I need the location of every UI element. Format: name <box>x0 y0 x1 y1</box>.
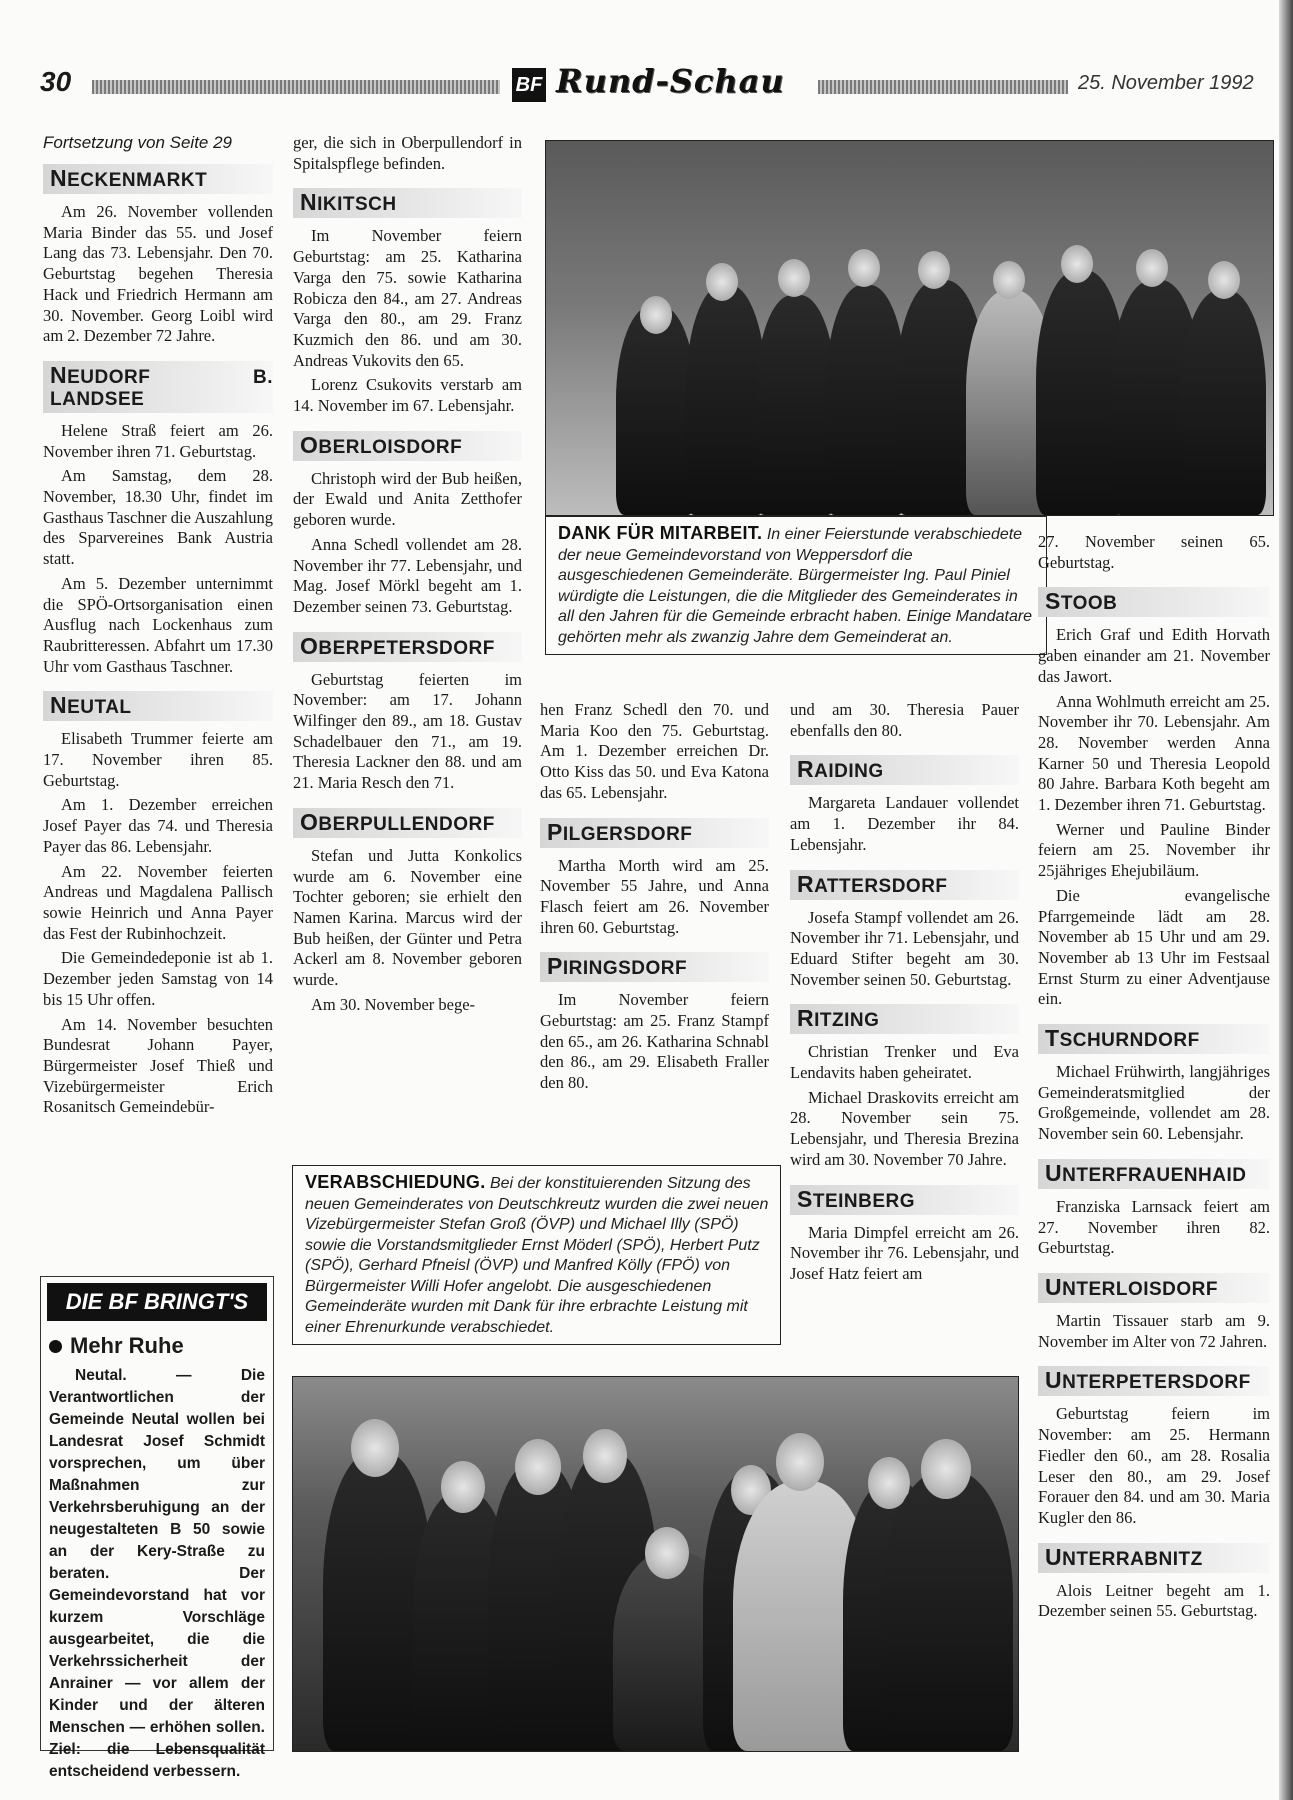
issue-date: 25. November 1992 <box>1078 72 1254 94</box>
heading-unterloisdorf: UNTERLOISDORF <box>1038 1273 1270 1303</box>
paragraph: Alois Leitner begeht am 1. Dezember seinen 55. Geburtstag. <box>1038 1580 1270 1621</box>
photo-deutschkreutz-group <box>292 1376 1019 1752</box>
caption-label: VERABSCHIEDUNG. <box>305 1172 486 1192</box>
paragraph: Im November feiern Geburtstag: am 25. Franz Stampf den 65., am 26. Katharina Schnabl den 86., am 29. Elisabeth Fraller den 80. <box>540 990 769 1093</box>
paragraph: hen Franz Schedl den 70. und Maria Koo den 75. Geburtstag. Am 1. Dezember erreichen Dr. Otto Kiss das 50. und Eva Katona das 65. Lebensjahr. <box>540 700 769 802</box>
column-3 <box>540 700 769 1098</box>
bf-box-subtitle-text: Mehr Ruhe <box>70 1333 184 1358</box>
section-title: Rund-Schau <box>556 62 785 100</box>
paragraph: Am 30. November bege- <box>311 994 476 1014</box>
bf-box-title: DIE BF BRINGT'S <box>47 1283 267 1321</box>
paragraph: Michael Frühwirth, langjähriges Gemeinderatsmitglied der Großgemeinde, vollendet am 28. November sein 60. Lebensjahr. <box>1038 1062 1270 1144</box>
bf-logo-badge: BF <box>512 68 546 102</box>
paragraph: ger, die sich in Oberpullendorf in Spitalspflege befinden. <box>293 133 522 173</box>
paragraph: Erich Graf und Edith Horvath gaben einander am 21. November das Jawort. <box>1038 625 1270 686</box>
continuation-note: Fortsetzung von Seite 29 <box>43 133 233 152</box>
paragraph: Lorenz Csukovits verstarb am 14. November im 67. Lebensjahr. <box>293 375 522 416</box>
paragraph: Am Samstag, dem 28. November, 18.30 Uhr, findet im Gasthaus Taschner die Auszahlung des Sparvereines Bank Austria statt. <box>43 466 273 569</box>
heading-steinberg: STEINBERG <box>790 1185 1019 1215</box>
paragraph: Geburtstag feierten im November: am 17. Johann Wilfinger den 89., am 18. Gustav Schadelbauer den 71., am 19. Theresia Lackner den 88. und am 21. Maria Resch den 71. <box>293 669 522 793</box>
paragraph: Am 1. Dezember erreichen Josef Payer das 74. und Theresia Payer das 86. Lebensjahr. <box>43 795 273 856</box>
paragraph: Im November feiern Geburtstag: am 25. Katharina Varga den 75. sowie Katharina Robicza den 84., am 27. Andreas Varga den 80., am 29. Franz Kuzmich den 86. und am 30. Andreas Vukovits den 65. <box>293 226 522 370</box>
heading-tschurndorf: TSCHURNDORF <box>1038 1024 1270 1054</box>
paragraph: Anna Wohlmuth erreicht am 25. November ihr 70. Lebensjahr. Am 28. November werden Anna Karner 50 und Theresia Leopold 80 Jahre. Barbara Koth begeht am 1. Dezember ihren 71. Geburtstag. <box>1038 691 1270 815</box>
column-1 <box>43 158 273 1122</box>
paragraph: Elisabeth Trummer feierte am 17. November ihren 85. Geburtstag. <box>43 729 273 790</box>
paragraph: Geburtstag feiern im November: am 25. Hermann Fiedler den 60., am 28. Rosalia Leser den 80., am 29. Josef Forauer den 84. und am 30. Maria Kugler den 86. <box>1038 1404 1270 1527</box>
paragraph: 27. November seinen 65. Geburtstag. <box>1038 532 1270 572</box>
paragraph: Stefan und Jutta Konkolics wurde am 6. November eine Tochter geboren; sie erhielt den Namen Karina. Marcus wird der Bub heißen, der Günter und Petra Ackerl am 8. November geboren wurde. <box>293 845 522 990</box>
heading-piringsdorf: PIRINGSDORF <box>540 952 769 982</box>
paragraph: Am 26. November vollenden Maria Binder das 55. und Josef Lang das 73. Lebensjahr. Den 70. Geburtstag begehen Theresia Hack und Friedrich Hermann am 30. November. Georg Loibl wird am 2. Dezember 72 Jahre. <box>43 202 273 346</box>
heading-ritzing: RITZING <box>790 1004 1019 1034</box>
paragraph: Margareta Landauer vollendet am 1. Dezember ihr 84. Lebensjahr. <box>790 793 1019 854</box>
paragraph: Werner und Pauline Binder feiern am 25. November ihr 25jähriges Ehejubiläum. <box>1038 819 1270 881</box>
paragraph: Die Gemeindedeponie ist ab 1. Dezember jeden Samstag von 14 bis 15 Uhr offen. <box>43 948 273 1009</box>
bf-box-subtitle <box>49 1333 265 1359</box>
paragraph: Am 22. November feierten Andreas und Magdalena Pallisch sowie Heinrich und Anna Payer das Fest der Rubinhochzeit. <box>43 861 273 943</box>
heading-neckenmarkt: NECKENMARKT <box>43 164 273 194</box>
paragraph: Franziska Larnsack feiert am 27. November ihren 82. Geburtstag. <box>1038 1196 1270 1258</box>
bf-bringts-box <box>40 1276 274 1780</box>
paragraph: und am 30. Theresia Pauer ebenfalls den 80. <box>790 700 1019 740</box>
paragraph: Maria Dimpfel erreicht am 26. November ihr 76. Lebensjahr, und Josef Hatz feiert am <box>790 1222 1019 1283</box>
column-4 <box>790 700 1019 1289</box>
heading-neutal: NEUTAL <box>43 691 273 721</box>
heading-oberpullendorf: OBERPULLENDORF <box>293 808 522 838</box>
paragraph: Christoph wird der Bub heißen, der Ewald und Anita Zetthofer geboren wurde. <box>293 468 522 530</box>
heading-rattersdorf: RATTERSDORF <box>790 870 1019 900</box>
paragraph: Am 5. Dezember unternimmt die SPÖ-Ortsorganisation einen Ausflug nach Lockenhaus zum Raubritteressen. Abfahrt um 17.30 Uhr vom Gasthaus Taschner. <box>43 573 273 676</box>
paragraph: Die evangelische Pfarrgemeinde lädt am 28. November ab 15 Uhr und am 29. November ab 13 Uhr im Festsaal Ernst Sturm zu einer Adventjause ein. <box>1038 885 1270 1009</box>
photo-weppersdorf-group <box>545 140 1274 516</box>
column-5 <box>1038 532 1270 1626</box>
heading-oberpetersdorf: OBERPETERSDORF <box>293 632 522 662</box>
bf-box-text: Neutal. — Die Verantwortlichen der Gemeinde Neutal wollen bei Landesrat Josef Schmidt vorsprechen, um über Maßnahmen zur Verkehrsberuhigung an der neugestalteten B 50 sowie an der Kery-Straße zu beraten. Der Gemeindevorstand hat vor kurzem Vorschläge ausgearbeitet, die die Verkehrssicherheit der Anrainer — vor allem der Kinder und der älteren Menschen — erhöhen sollen. Ziel: die Lebensqualität entscheidend verbessern. <box>49 1367 265 1780</box>
heading-neudorf: NEUDORF B. LANDSEE <box>43 361 273 413</box>
heading-unterfrauenhaid: UNTERFRAUENHAID <box>1038 1159 1270 1189</box>
paragraph: Michael Draskovits erreicht am 28. November sein 75. Lebensjahr, und Theresia Brezina wird am 30. November 70 Jahre. <box>790 1087 1019 1169</box>
heading-unterrabnitz: UNTERRABNITZ <box>1038 1543 1270 1573</box>
paragraph: Anna Schedl vollendet am 28. November ihr 77. Lebensjahr, und Mag. Josef Mörkl begeht am 1. Dezember seinen 73. Geburtstag. <box>293 534 522 616</box>
heading-stoob: STOOB <box>1038 587 1270 617</box>
caption-text: In einer Feierstunde verabschiedete der neue Gemeindevorstand von Weppersdorf die ausgeschiedenen Gemeinderäte. Bürgermeister Ing. Paul Piniel würdigte die Leistungen, die die Mitglieder des Gemeinderates in all den Jahren für die Gemeinde erbracht haben. Einige Mandatare gehörten mehr als zwanzig Jahre dem Gemeinderat an. <box>558 526 1033 646</box>
paragraph: Josefa Stampf vollendet am 26. November ihr 71. Lebensjahr, und Eduard Stifter begeht am 30. November seinen 50. Geburtstag. <box>790 907 1019 989</box>
caption-dank-fuer-mitarbeit <box>545 516 1047 655</box>
page-binding-edge <box>1279 0 1293 1800</box>
paragraph: Helene Straß feiert am 26. November ihren 71. Geburtstag. <box>43 420 273 461</box>
paragraph: Christian Trenker und Eva Lendavits haben geheiratet. <box>790 1042 1019 1083</box>
heading-pilgersdorf: PILGERSDORF <box>540 818 769 848</box>
caption-text: Bei der konstituierenden Sitzung des neuen Gemeinderates von Deutschkreutz wurden die zwei neuen Vizebürgermeister Stefan Groß (ÖVP) und Michael Illy (SPÖ) sowie die Vorstandsmitglieder Ernst Möderl (SPÖ), Herbert Putz (SPÖ), Gerhard Pfneisl (ÖVP) und Manfred Kölly (FPÖ) von Bürgermeister Willi Hofer angelobt. Die ausgeschiedenen Gemeinderäte wurden mit Dank für ihre erbrachte Leistung mit einer Ehrenurkunde verabschiedet. <box>305 1175 769 1336</box>
paragraph: Martin Tissauer starb am 9. November im Alter von 72 Jahren. <box>1038 1310 1270 1351</box>
heading-nikitsch: NIKITSCH <box>293 188 522 218</box>
heading-unterpetersdorf: UNTERPETERSDORF <box>1038 1366 1270 1396</box>
heading-oberloisdorf: OBERLOISDORF <box>293 431 522 461</box>
bullet-icon <box>49 1340 62 1353</box>
paragraph: Am 14. November besuchten Bundesrat Johann Payer, Bürgermeister Josef Thieß und Vizebürgermeister Erich Rosanitsch Gemeindebür- <box>43 1014 273 1117</box>
caption-label: DANK FÜR MITARBEIT. <box>558 523 763 543</box>
caption-verabschiedung <box>292 1165 781 1345</box>
header-rule-right <box>818 80 1068 94</box>
column-2 <box>293 133 522 1020</box>
heading-raiding: RAIDING <box>790 755 1019 785</box>
header-rule-left <box>92 80 500 94</box>
page-number: 30 <box>40 66 72 97</box>
paragraph: Martha Morth wird am 25. November 55 Jahre, und Anna Flasch feiert am 26. November ihren 60. Geburtstag. <box>540 855 769 937</box>
